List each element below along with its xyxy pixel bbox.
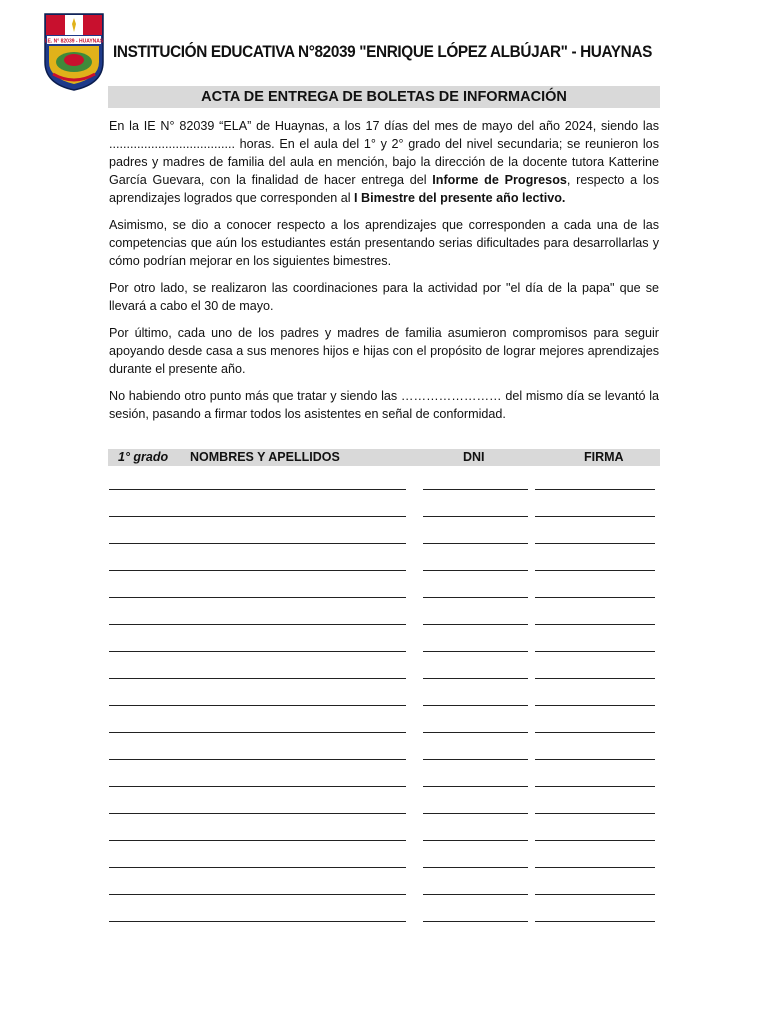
- paragraph-1-bold-bimestre: I Bimestre del presente año lectivo.: [354, 191, 566, 205]
- svg-text:I.E. N° 82039 - HUAYNAS: I.E. N° 82039 - HUAYNAS: [44, 38, 104, 45]
- firma-signature-line: [535, 786, 655, 787]
- name-signature-line: [109, 867, 406, 868]
- name-signature-line: [109, 597, 406, 598]
- paragraph-1-bold-informe: Informe de Progresos: [432, 173, 567, 187]
- dni-signature-line: [423, 786, 528, 787]
- dni-signature-line: [423, 732, 528, 733]
- attendance-row: [0, 871, 768, 898]
- paragraph-4: Por último, cada uno de los padres y madres de familia asumieron compromisos para seguir apoyando desde casa a sus menores hijos e hijas con el propósito de lograr mejores aprendizajes durante el presente año.: [109, 326, 659, 376]
- name-signature-line: [109, 894, 406, 895]
- firma-signature-line: [535, 759, 655, 760]
- column-header-dni: DNI: [463, 450, 485, 464]
- column-header-nombres: NOMBRES Y APELLIDOS: [190, 450, 340, 464]
- dni-signature-line: [423, 651, 528, 652]
- attendance-row: [0, 736, 768, 763]
- firma-signature-line: [535, 732, 655, 733]
- dni-signature-line: [423, 894, 528, 895]
- firma-signature-line: [535, 921, 655, 922]
- firma-signature-line: [535, 840, 655, 841]
- dni-signature-line: [423, 489, 528, 490]
- name-signature-line: [109, 786, 406, 787]
- dni-signature-line: [423, 570, 528, 571]
- firma-signature-line: [535, 651, 655, 652]
- institution-title: INSTITUCIÓN EDUCATIVA N°82039 "ENRIQUE LÓPEZ ALBÚJAR" - HUAYNAS: [113, 43, 652, 61]
- document-body: [109, 117, 659, 432]
- attendance-row: [0, 709, 768, 736]
- attendance-row: [0, 547, 768, 574]
- attendance-row: [0, 493, 768, 520]
- firma-signature-line: [535, 624, 655, 625]
- paragraph-3: Por otro lado, se realizaron las coordinaciones para la actividad por "el día de la papa" que se llevará a cabo el 30 de mayo.: [109, 281, 659, 313]
- attendance-row: [0, 763, 768, 790]
- dni-signature-line: [423, 543, 528, 544]
- name-signature-line: [109, 516, 406, 517]
- name-signature-line: [109, 570, 406, 571]
- dni-signature-line: [423, 705, 528, 706]
- attendance-row: [0, 817, 768, 844]
- firma-signature-line: [535, 489, 655, 490]
- firma-signature-line: [535, 705, 655, 706]
- column-header-firma: FIRMA: [584, 450, 624, 464]
- attendance-row: [0, 844, 768, 871]
- dni-signature-line: [423, 624, 528, 625]
- attendance-row: [0, 790, 768, 817]
- firma-signature-line: [535, 678, 655, 679]
- paragraph-1: [109, 117, 659, 207]
- dni-signature-line: [423, 597, 528, 598]
- name-signature-line: [109, 543, 406, 544]
- name-signature-line: [109, 651, 406, 652]
- firma-signature-line: [535, 516, 655, 517]
- name-signature-line: [109, 840, 406, 841]
- firma-signature-line: [535, 597, 655, 598]
- document-title: ACTA DE ENTREGA DE BOLETAS DE INFORMACIÓN: [108, 86, 660, 108]
- firma-signature-line: [535, 867, 655, 868]
- name-signature-line: [109, 759, 406, 760]
- paragraph-2: Asimismo, se dio a conocer respecto a los aprendizajes que corresponden a cada una de las competencias que aún los estudiantes están presentando serias dificultades para desarrollarlas y cómo podrían mejorar en los siguientes bimestres.: [109, 218, 659, 268]
- attendance-row: [0, 601, 768, 628]
- dni-signature-line: [423, 678, 528, 679]
- name-signature-line: [109, 678, 406, 679]
- attendance-row: [0, 520, 768, 547]
- attendance-row: [0, 682, 768, 709]
- name-signature-line: [109, 732, 406, 733]
- dni-signature-line: [423, 516, 528, 517]
- name-signature-line: [109, 489, 406, 490]
- dni-signature-line: [423, 840, 528, 841]
- attendance-row: [0, 655, 768, 682]
- dni-signature-line: [423, 867, 528, 868]
- name-signature-line: [109, 705, 406, 706]
- school-crest-logo: [43, 12, 105, 92]
- dni-signature-line: [423, 813, 528, 814]
- firma-signature-line: [535, 543, 655, 544]
- firma-signature-line: [535, 570, 655, 571]
- name-signature-line: [109, 624, 406, 625]
- dni-signature-line: [423, 759, 528, 760]
- attendance-row: [0, 898, 768, 925]
- attendance-row: [0, 628, 768, 655]
- attendance-row: [0, 574, 768, 601]
- paragraph-1-text-c: , respecto a los aprendizajes logrados que corresponden al: [109, 173, 659, 205]
- paragraph-5: No habiendo otro punto más que tratar y siendo las …………………… del mismo día se levantó la sesión, pasando a firmar todos los asistentes en señal de conformidad.: [109, 389, 659, 421]
- paragraph-1-text-a: En la IE N° 82039 “ELA” de Huaynas, a los 17 días del mes de mayo del año 2024, siendo las .................................... horas. En el aula del 1° y 2° grado del nivel secundaria; se reunieron los padres y madres de familia del aula en mención, bajo la dirección de la docente tutora Katterine García Guevara, con la finalidad de hacer entrega del: [109, 119, 659, 187]
- attendance-row: [0, 466, 768, 493]
- attendance-table-header: [108, 449, 660, 466]
- firma-signature-line: [535, 813, 655, 814]
- name-signature-line: [109, 813, 406, 814]
- name-signature-line: [109, 921, 406, 922]
- firma-signature-line: [535, 894, 655, 895]
- dni-signature-line: [423, 921, 528, 922]
- grado-label: 1° grado: [118, 450, 169, 464]
